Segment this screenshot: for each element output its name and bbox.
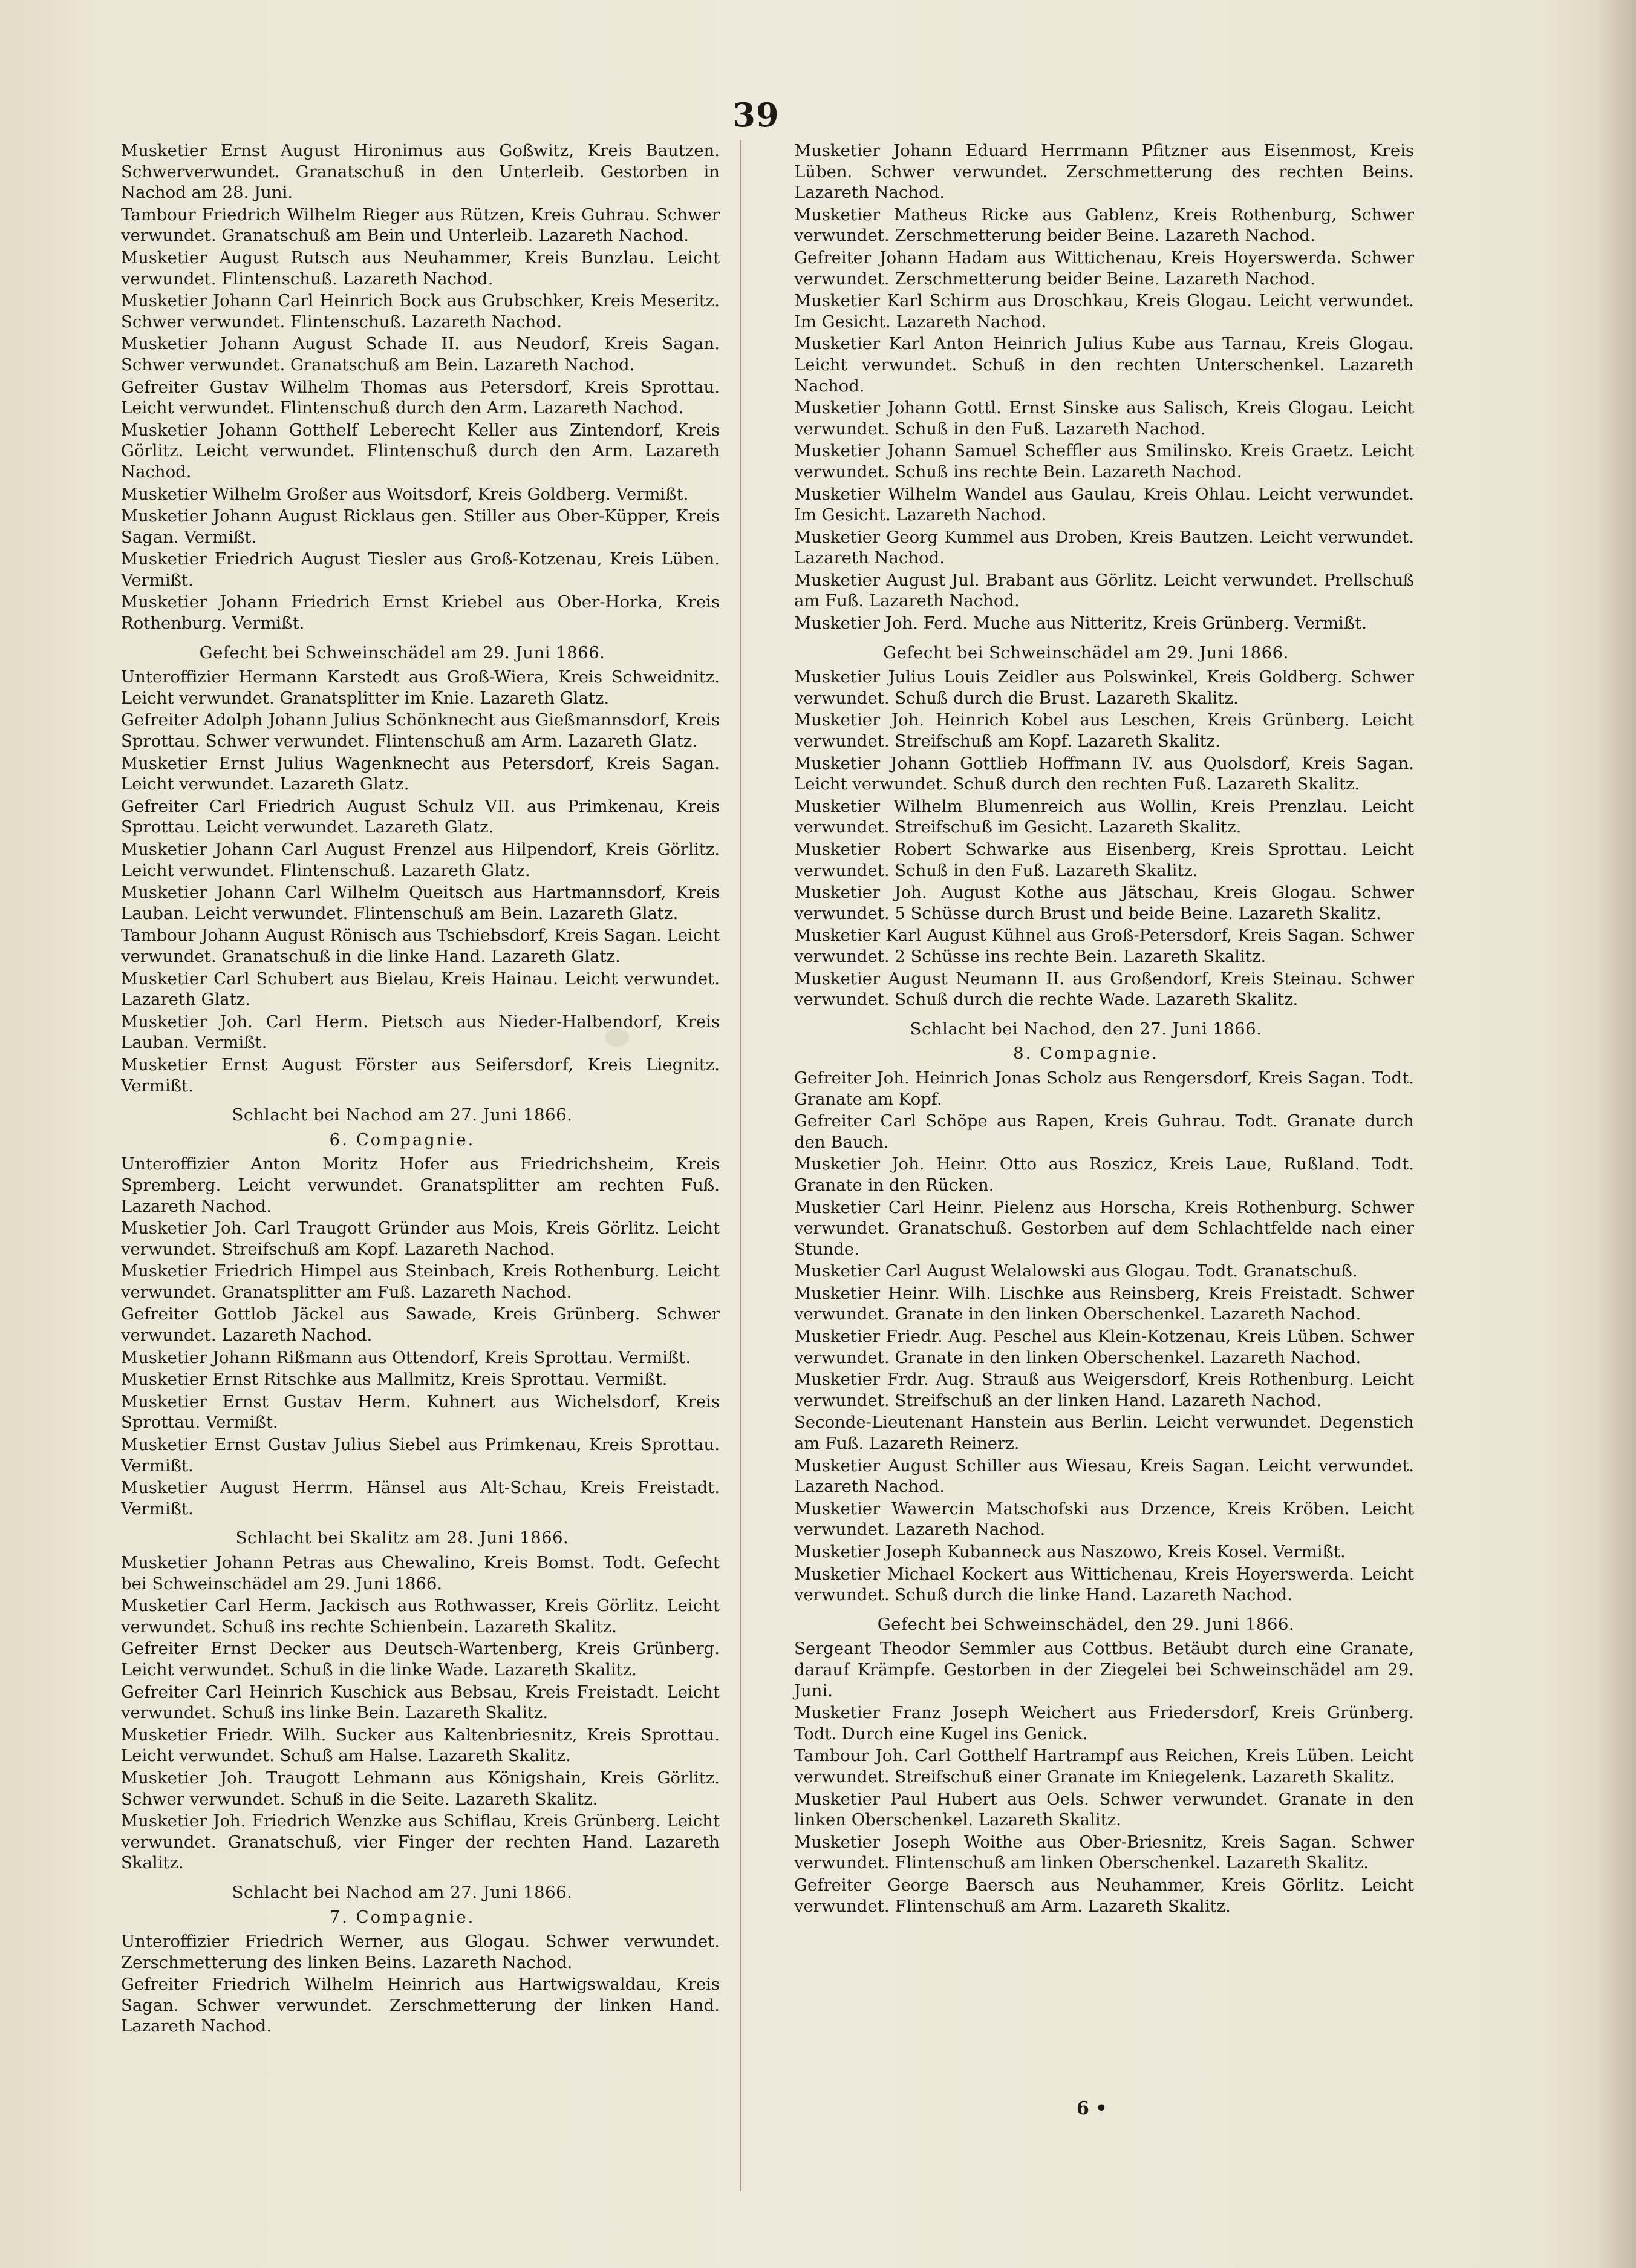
casualty-entry: Musketier Paul Hubert aus Oels. Schwer verwundet. Granate in den linken Oberschenkel. Lazareth Skalitz.: [794, 1789, 1414, 1830]
casualty-entry: Musketier Michael Kockert aus Wittichenau, Kreis Hoyerswerda. Leicht verwundet. Schuß durch die linke Hand. Lazareth Nachod.: [794, 1564, 1414, 1605]
casualty-entry: Musketier Johann August Ricklaus gen. Stiller aus Ober-Küpper, Kreis Sagan. Vermißt.: [121, 506, 720, 547]
casualty-entry: Musketier Joseph Woithe aus Ober-Briesnitz, Kreis Sagan. Schwer verwundet. Flintenschuß am linken Oberschenkel. Lazareth Skalitz.: [794, 1832, 1414, 1873]
casualty-entry: Musketier Johann August Schade II. aus Neudorf, Kreis Sagan. Schwer verwundet. Granatschuß am Bein. Lazareth Nachod.: [121, 334, 720, 374]
casualty-entry: Musketier Friedrich Himpel aus Steinbach, Kreis Rothenburg. Leicht verwundet. Granatsplitter am Fuß. Lazareth Nachod.: [121, 1261, 720, 1302]
casualty-entry: Musketier August Neumann II. aus Großendorf, Kreis Steinau. Schwer verwundet. Schuß durch die rechte Wade. Lazareth Skalitz.: [794, 969, 1414, 1010]
casualty-entry: Musketier Johann Gottl. Ernst Sinske aus Salisch, Kreis Glogau. Leicht verwundet. Schuß in den Fuß. Lazareth Nachod.: [794, 398, 1414, 439]
casualty-entry: Musketier Joh. Carl Traugott Gründer aus Mois, Kreis Görlitz. Leicht verwundet. Streifschuß am Kopf. Lazareth Nachod.: [121, 1218, 720, 1259]
casualty-entry: Musketier Ernst Gustav Julius Siebel aus Primkenau, Kreis Sprottau. Vermißt.: [121, 1435, 720, 1476]
casualty-entry: Unteroffizier Friedrich Werner, aus Glogau. Schwer verwundet. Zerschmetterung des linken Beins. Lazareth Nachod.: [121, 1932, 720, 1972]
company-heading: 7. Compagnie.: [329, 1907, 475, 1927]
section-heading: Schlacht bei Nachod am 27. Juni 1866.: [232, 1882, 573, 1902]
casualty-entry: Musketier Johann Eduard Herrmann Pfitzner aus Eisenmost, Kreis Lüben. Schwer verwundet. Zerschmetterung des rechten Beins. Lazareth Nachod.: [794, 141, 1414, 203]
casualty-entry: Musketier Karl Schirm aus Droschkau, Kreis Glogau. Leicht verwundet. Im Gesicht. Lazareth Nachod.: [794, 291, 1414, 332]
casualty-entry: Gefreiter Johann Hadam aus Wittichenau, Kreis Hoyerswerda. Schwer verwundet. Zerschmetterung beider Beine. Lazareth Nachod.: [794, 247, 1414, 289]
casualty-entry: Musketier Johann Carl Wilhelm Queitsch aus Hartmannsdorf, Kreis Lauban. Leicht verwundet. Flintenschuß am Bein. Lazareth Glatz.: [121, 883, 720, 923]
casualty-entry: Unteroffizier Hermann Karstedt aus Groß-Wiera, Kreis Schweidnitz. Leicht verwundet. Granatsplitter im Knie. Lazareth Glatz.: [121, 667, 720, 708]
section-heading: Schlacht bei Skalitz am 28. Juni 1866.: [235, 1528, 569, 1548]
casualty-entry: Seconde-Lieutenant Hanstein aus Berlin. Leicht verwundet. Degenstich am Fuß. Lazareth Reinerz.: [794, 1413, 1414, 1454]
casualty-entry: Musketier Johann Gotthelf Leberecht Keller aus Zintendorf, Kreis Görlitz. Leicht verwundet. Flintenschuß durch den Arm. Lazareth Nachod.: [121, 420, 720, 482]
casualty-entry: Musketier Johann Carl Heinrich Bock aus Grubschker, Kreis Meseritz. Schwer verwundet. Flintenschuß. Lazareth Nachod.: [121, 291, 720, 332]
casualty-entry: Musketier August Schiller aus Wiesau, Kreis Sagan. Leicht verwundet. Lazareth Nachod.: [794, 1456, 1414, 1497]
casualty-entry: Musketier Carl Herm. Jackisch aus Rothwasser, Kreis Görlitz. Leicht verwundet. Schuß ins rechte Schienbein. Lazareth Skalitz.: [121, 1596, 720, 1636]
casualty-entry: Musketier Franz Joseph Weichert aus Friedersdorf, Kreis Grünberg. Todt. Durch eine Kugel ins Genick.: [794, 1703, 1414, 1743]
casualty-entry: Musketier Joh. August Kothe aus Jätschau, Kreis Glogau. Schwer verwundet. 5 Schüsse durch Brust und beide Beine. Lazareth Skalitz.: [794, 883, 1414, 923]
column-divider: [740, 140, 741, 2191]
casualty-entry: Sergeant Theodor Semmler aus Cottbus. Betäubt durch eine Granate, darauf Krämpfe. Gestorben in der Ziegelei bei Schweinschädel am 29. Juni.: [794, 1639, 1414, 1701]
casualty-entry: Musketier Johann Petras aus Chewalino, Kreis Bomst. Todt. Gefecht bei Schweinschädel am 29. Juni 1866.: [121, 1553, 720, 1593]
casualty-entry: Gefreiter Carl Friedrich August Schulz VII. aus Primkenau, Kreis Sprottau. Leicht verwundet. Lazareth Glatz.: [121, 796, 720, 837]
casualty-entry: Musketier Wilhelm Blumenreich aus Wollin, Kreis Prenzlau. Leicht verwundet. Streifschuß im Gesicht. Lazareth Skalitz.: [794, 796, 1414, 837]
casualty-entry: Musketier Joh. Carl Herm. Pietsch aus Nieder-Halbendorf, Kreis Lauban. Vermißt.: [121, 1011, 720, 1053]
casualty-entry: Gefreiter Adolph Johann Julius Schönknecht aus Gießmannsdorf, Kreis Sprottau. Schwer verwundet. Flintenschuß am Arm. Lazareth Glatz.: [121, 710, 720, 751]
signature-mark: 6 •: [1077, 2098, 1107, 2119]
casualty-entry: Musketier Joh. Heinr. Otto aus Roszicz, Kreis Laue, Rußland. Todt. Granate in den Rücken.: [794, 1154, 1414, 1195]
section-heading: Gefecht bei Schweinschädel am 29. Juni 1866.: [199, 642, 605, 662]
casualty-entry: Musketier August Herrm. Hänsel aus Alt-Schau, Kreis Freistadt. Vermißt.: [121, 1478, 720, 1518]
casualty-entry: Gefreiter Gottlob Jäckel aus Sawade, Kreis Grünberg. Schwer verwundet. Lazareth Nachod.: [121, 1304, 720, 1345]
casualty-entry: Musketier Ernst August Förster aus Seifersdorf, Kreis Liegnitz. Vermißt.: [121, 1054, 720, 1096]
company-heading: 6. Compagnie.: [329, 1129, 475, 1149]
casualty-entry: Musketier Friedrich August Tiesler aus Groß-Kotzenau, Kreis Lüben. Vermißt.: [121, 549, 720, 590]
casualty-entry: Musketier Ernst August Hironimus aus Goßwitz, Kreis Bautzen. Schwerverwundet. Granatschuß in den Unterleib. Gestorben in Nachod am 28. Juni.: [121, 141, 720, 203]
casualty-entry: Gefreiter Joh. Heinrich Jonas Scholz aus Rengersdorf, Kreis Sagan. Todt. Granate am Kopf.: [794, 1068, 1414, 1109]
casualty-entry: Tambour Joh. Carl Gotthelf Hartrampf aus Reichen, Kreis Lüben. Leicht verwundet. Streifschuß einer Granate im Kniegelenk. Lazareth Skalitz.: [794, 1746, 1414, 1786]
casualty-entry: Musketier Carl Schubert aus Bielau, Kreis Hainau. Leicht verwundet. Lazareth Glatz.: [121, 969, 720, 1010]
casualty-entry: Musketier Matheus Ricke aus Gablenz, Kreis Rothenburg, Schwer verwundet. Zerschmetterung beider Beine. Lazareth Nachod.: [794, 204, 1414, 246]
casualty-entry: Musketier Frdr. Aug. Strauß aus Weigersdorf, Kreis Rothenburg. Leicht verwundet. Streifschuß an der linken Hand. Lazareth Nachod.: [794, 1370, 1414, 1410]
casualty-entry: Gefreiter Carl Schöpe aus Rapen, Kreis Guhrau. Todt. Granate durch den Bauch.: [794, 1111, 1414, 1152]
casualty-entry: Musketier Joseph Kubanneck aus Naszowo, Kreis Kosel. Vermißt.: [794, 1542, 1346, 1561]
section-heading: Gefecht bei Schweinschädel, den 29. Juni 1866.: [877, 1614, 1295, 1634]
right-column: [758, 140, 1414, 1918]
casualty-entry: Musketier Johann Samuel Scheffler aus Smilinsko. Kreis Graetz. Leicht verwundet. Schuß ins rechte Bein. Lazareth Nachod.: [794, 441, 1414, 482]
casualty-entry: Tambour Johann August Rönisch aus Tschiebsdorf, Kreis Sagan. Leicht verwundet. Granatschuß in die linke Hand. Lazareth Glatz.: [121, 926, 720, 966]
casualty-entry: Musketier Joh. Heinrich Kobel aus Leschen, Kreis Grünberg. Leicht verwundet. Streifschuß am Kopf. Lazareth Skalitz.: [794, 710, 1414, 751]
casualty-entry: Musketier Wilhelm Großer aus Woitsdorf, Kreis Goldberg. Vermißt.: [121, 484, 689, 504]
section-heading: Gefecht bei Schweinschädel am 29. Juni 1866.: [883, 642, 1289, 662]
casualty-entry: Musketier Joh. Ferd. Muche aus Nitteritz, Kreis Grünberg. Vermißt.: [794, 613, 1367, 633]
page-edge-shadow: [1600, 0, 1636, 2268]
casualty-entry: Musketier Friedr. Aug. Peschel aus Klein-Kotzenau, Kreis Lüben. Schwer verwundet. Granate in den linken Oberschenkel. Lazareth Nachod.: [794, 1327, 1414, 1367]
casualty-entry: Gefreiter Friedrich Wilhelm Heinrich aus Hartwigswaldau, Kreis Sagan. Schwer verwundet. Zerschmetterung der linken Hand. Lazareth Nachod.: [121, 1975, 720, 2036]
casualty-entry: Musketier Carl August Welalowski aus Glogau. Todt. Granatschuß.: [794, 1261, 1358, 1281]
casualty-entry: Unteroffizier Anton Moritz Hofer aus Friedrichsheim, Kreis Spremberg. Leicht verwundet. Granatsplitter am rechten Fuß. Lazareth Nachod.: [121, 1154, 720, 1216]
company-heading: 8. Compagnie.: [1013, 1044, 1159, 1064]
left-column: [85, 140, 720, 2038]
casualty-entry: Gefreiter Gustav Wilhelm Thomas aus Petersdorf, Kreis Sprottau. Leicht verwundet. Flintenschuß durch den Arm. Lazareth Nachod.: [121, 377, 720, 418]
section-heading: Schlacht bei Nachod, den 27. Juni 1866.: [910, 1019, 1262, 1039]
casualty-entry: Musketier Ernst Julius Wagenknecht aus Petersdorf, Kreis Sagan. Leicht verwundet. Lazareth Glatz.: [121, 753, 720, 794]
casualty-entry: Musketier Ernst Gustav Herm. Kuhnert aus Wichelsdorf, Kreis Sprottau. Vermißt.: [121, 1391, 720, 1433]
section-heading: Schlacht bei Nachod am 27. Juni 1866.: [232, 1105, 573, 1125]
casualty-entry: Tambour Friedrich Wilhelm Rieger aus Rützen, Kreis Guhrau. Schwer verwundet. Granatschuß am Bein und Unterleib. Lazareth Nachod.: [121, 204, 720, 246]
casualty-entry: Musketier Johann Carl August Frenzel aus Hilpendorf, Kreis Görlitz. Leicht verwundet. Flintenschuß. Lazareth Glatz.: [121, 840, 720, 880]
casualty-entry: Musketier Joh. Friedrich Wenzke aus Schiflau, Kreis Grünberg. Leicht verwundet. Granatschuß, vier Finger der rechten Hand. Lazareth Skalitz.: [121, 1811, 720, 1873]
casualty-entry: Musketier Georg Kummel aus Droben, Kreis Bautzen. Leicht verwundet. Lazareth Nachod.: [794, 527, 1414, 568]
casualty-entry: Musketier Julius Louis Zeidler aus Polswinkel, Kreis Goldberg. Schwer verwundet. Schuß durch die Brust. Lazareth Skalitz.: [794, 667, 1414, 708]
casualty-entry: Musketier Karl Anton Heinrich Julius Kube aus Tarnau, Kreis Glogau. Leicht verwundet. Schuß in den rechten Unterschenkel. Lazareth Nachod.: [794, 334, 1414, 396]
casualty-entry: Musketier Karl August Kühnel aus Groß-Petersdorf, Kreis Sagan. Schwer verwundet. 2 Schüsse ins rechte Bein. Lazareth Skalitz.: [794, 926, 1414, 966]
casualty-entry: Musketier Joh. Traugott Lehmann aus Königshain, Kreis Görlitz. Schwer verwundet. Schuß in die Seite. Lazareth Skalitz.: [121, 1768, 720, 1809]
casualty-entry: Gefreiter George Baersch aus Neuhammer, Kreis Görlitz. Leicht verwundet. Flintenschuß am Arm. Lazareth Skalitz.: [794, 1875, 1414, 1916]
page-number: 39: [732, 96, 780, 134]
casualty-entry: Musketier Wilhelm Wandel aus Gaulau, Kreis Ohlau. Leicht verwundet. Im Gesicht. Lazareth Nachod.: [794, 484, 1414, 525]
casualty-entry: Musketier Carl Heinr. Pielenz aus Horscha, Kreis Rothenburg. Schwer verwundet. Granatschuß. Gestorben auf dem Schlachtfelde nach einer Stunde.: [794, 1197, 1414, 1259]
casualty-entry: Musketier Wawercin Matschofski aus Drzence, Kreis Kröben. Leicht verwundet. Lazareth Nachod.: [794, 1498, 1414, 1540]
casualty-entry: Musketier Johann Rißmann aus Ottendorf, Kreis Sprottau. Vermißt.: [121, 1347, 691, 1367]
casualty-entry: Musketier Friedr. Wilh. Sucker aus Kaltenbriesnitz, Kreis Sprottau. Leicht verwundet. Schuß am Halse. Lazareth Skalitz.: [121, 1725, 720, 1766]
casualty-entry: Musketier Robert Schwarke aus Eisenberg, Kreis Sprottau. Leicht verwundet. Schuß in den Fuß. Lazareth Skalitz.: [794, 840, 1414, 880]
casualty-entry: Gefreiter Ernst Decker aus Deutsch-Wartenberg, Kreis Grünberg. Leicht verwundet. Schuß in die linke Wade. Lazareth Skalitz.: [121, 1639, 720, 1679]
casualty-entry: Musketier August Rutsch aus Neuhammer, Kreis Bunzlau. Leicht verwundet. Flintenschuß. Lazareth Nachod.: [121, 247, 720, 289]
casualty-entry: Musketier Johann Friedrich Ernst Kriebel aus Ober-Horka, Kreis Rothenburg. Vermißt.: [121, 592, 720, 633]
casualty-entry: Musketier Heinr. Wilh. Lischke aus Reinsberg, Kreis Freistadt. Schwer verwundet. Granate in den linken Oberschenkel. Lazareth Nachod.: [794, 1283, 1414, 1324]
casualty-entry: Musketier Johann Gottlieb Hoffmann IV. aus Quolsdorf, Kreis Sagan. Leicht verwundet. Schuß durch den rechten Fuß. Lazareth Skalitz.: [794, 753, 1414, 794]
casualty-entry: Musketier Ernst Ritschke aus Mallmitz, Kreis Sprottau. Vermißt.: [121, 1370, 668, 1390]
casualty-entry: Gefreiter Carl Heinrich Kuschick aus Bebsau, Kreis Freistadt. Leicht verwundet. Schuß ins linke Bein. Lazareth Skalitz.: [121, 1682, 720, 1723]
casualty-entry: Musketier August Jul. Brabant aus Görlitz. Leicht verwundet. Prellschuß am Fuß. Lazareth Nachod.: [794, 570, 1414, 611]
